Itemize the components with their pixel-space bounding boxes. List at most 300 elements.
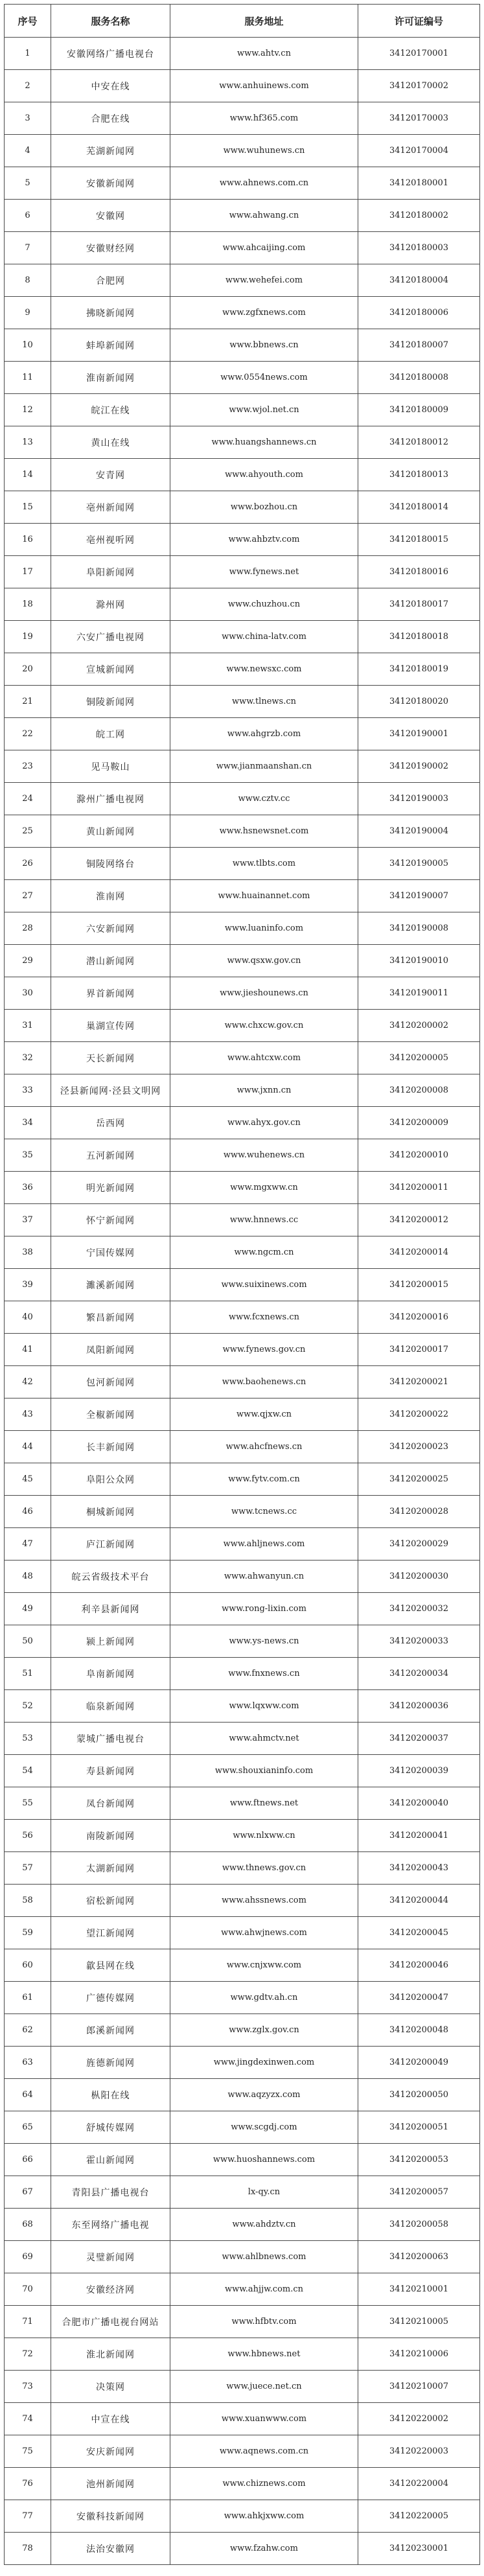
cell-service-name: 亳州视听网	[51, 524, 170, 556]
table-row	[5, 848, 480, 880]
cell-service-address: www.ngcm.cn	[170, 1236, 358, 1269]
table-row	[5, 1625, 480, 1658]
cell-serial-number: 5	[5, 167, 51, 200]
cell-service-address: lx-qy.cn	[170, 2176, 358, 2209]
cell-service-address: www.tcnews.cc	[170, 1496, 358, 1528]
cell-license-number: 34120190007	[358, 880, 480, 912]
cell-service-name: 阜阳新闻网	[51, 556, 170, 588]
cell-service-name: 宿松新闻网	[51, 1885, 170, 1917]
table-row	[5, 362, 480, 394]
cell-license-number: 34120180002	[358, 200, 480, 232]
table-row	[5, 232, 480, 264]
cell-license-number: 34120190005	[358, 848, 480, 880]
cell-serial-number: 7	[5, 232, 51, 264]
cell-service-name: 皖云省级技术平台	[51, 1561, 170, 1593]
cell-service-address: www.ahjjw.com.cn	[170, 2273, 358, 2306]
header-service-address: 服务地址	[170, 5, 358, 38]
cell-service-address: www.chiznews.com	[170, 2468, 358, 2500]
cell-serial-number: 75	[5, 2435, 51, 2468]
cell-serial-number: 51	[5, 1658, 51, 1690]
cell-service-name: 桐城新闻网	[51, 1496, 170, 1528]
table-row	[5, 2111, 480, 2144]
cell-license-number: 34120200039	[358, 1755, 480, 1787]
cell-license-number: 34120200041	[358, 1820, 480, 1852]
cell-license-number: 34120190004	[358, 815, 480, 848]
cell-license-number: 34120190003	[358, 783, 480, 815]
cell-license-number: 34120200009	[358, 1107, 480, 1139]
cell-license-number: 34120200050	[358, 2079, 480, 2111]
cell-service-name: 凤台新闻网	[51, 1787, 170, 1820]
cell-service-name: 望江新闻网	[51, 1917, 170, 1949]
cell-service-name: 淮北新闻网	[51, 2338, 170, 2371]
cell-service-address: www.huoshannews.com	[170, 2144, 358, 2176]
cell-serial-number: 49	[5, 1593, 51, 1625]
table-row	[5, 2371, 480, 2403]
cell-license-number: 34120220004	[358, 2468, 480, 2500]
cell-service-name: 拂晓新闻网	[51, 297, 170, 329]
cell-license-number: 34120180018	[358, 621, 480, 653]
cell-serial-number: 25	[5, 815, 51, 848]
cell-service-name: 青阳县广播电视台	[51, 2176, 170, 2209]
cell-service-name: 潜山新闻网	[51, 945, 170, 977]
table-row	[5, 977, 480, 1010]
table-row	[5, 1334, 480, 1366]
cell-service-address: www.zglx.gov.cn	[170, 2014, 358, 2047]
table-row	[5, 621, 480, 653]
cell-license-number: 34120200021	[358, 1366, 480, 1398]
cell-serial-number: 71	[5, 2306, 51, 2338]
cell-service-name: 决策网	[51, 2371, 170, 2403]
cell-serial-number: 35	[5, 1139, 51, 1172]
cell-serial-number: 14	[5, 459, 51, 491]
cell-serial-number: 37	[5, 1204, 51, 1236]
header-service-name: 服务名称	[51, 5, 170, 38]
cell-serial-number: 9	[5, 297, 51, 329]
cell-serial-number: 76	[5, 2468, 51, 2500]
cell-service-name: 郎溪新闻网	[51, 2014, 170, 2047]
cell-service-address: www.hfbtv.com	[170, 2306, 358, 2338]
cell-serial-number: 20	[5, 653, 51, 686]
cell-service-name: 蚌埠新闻网	[51, 329, 170, 362]
cell-license-number: 34120180017	[358, 588, 480, 621]
cell-service-name: 利辛县新闻网	[51, 1593, 170, 1625]
cell-license-number: 34120210007	[358, 2371, 480, 2403]
cell-serial-number: 22	[5, 718, 51, 750]
cell-license-number: 34120180006	[358, 297, 480, 329]
cell-serial-number: 72	[5, 2338, 51, 2371]
cell-license-number: 34120200045	[358, 1917, 480, 1949]
cell-service-name: 天长新闻网	[51, 1042, 170, 1074]
cell-serial-number: 57	[5, 1852, 51, 1885]
table-row	[5, 556, 480, 588]
cell-service-name: 六安新闻网	[51, 912, 170, 945]
cell-license-number: 34120200030	[358, 1561, 480, 1593]
table-row	[5, 102, 480, 135]
cell-service-name: 临泉新闻网	[51, 1690, 170, 1723]
cell-license-number: 34120200025	[358, 1463, 480, 1496]
cell-serial-number: 8	[5, 264, 51, 297]
cell-serial-number: 66	[5, 2144, 51, 2176]
cell-service-name: 歙县网在线	[51, 1949, 170, 1982]
table-row	[5, 1236, 480, 1269]
table-row	[5, 1496, 480, 1528]
cell-service-address: www.anhuinews.com	[170, 70, 358, 102]
table-row	[5, 1431, 480, 1463]
cell-license-number: 34120180015	[358, 524, 480, 556]
cell-license-number: 34120180016	[358, 556, 480, 588]
table-row	[5, 1982, 480, 2014]
table-row	[5, 718, 480, 750]
cell-service-name: 阜南新闻网	[51, 1658, 170, 1690]
cell-service-name: 宁国传媒网	[51, 1236, 170, 1269]
cell-service-address: www.hnnews.cc	[170, 1204, 358, 1236]
cell-service-address: www.ahlbnews.com	[170, 2241, 358, 2273]
cell-serial-number: 23	[5, 750, 51, 783]
cell-serial-number: 15	[5, 491, 51, 524]
cell-license-number: 34120200044	[358, 1885, 480, 1917]
table-row	[5, 1269, 480, 1301]
cell-serial-number: 53	[5, 1723, 51, 1755]
cell-serial-number: 21	[5, 686, 51, 718]
cell-serial-number: 74	[5, 2403, 51, 2435]
table-row	[5, 1593, 480, 1625]
table-row	[5, 1723, 480, 1755]
table-row	[5, 2273, 480, 2306]
cell-service-address: www.tlnews.cn	[170, 686, 358, 718]
table-row	[5, 1561, 480, 1593]
cell-service-address: www.0554news.com	[170, 362, 358, 394]
cell-license-number: 34120200047	[358, 1982, 480, 2014]
cell-service-address: www.aqnews.com.cn	[170, 2435, 358, 2468]
cell-service-address: www.ftnews.net	[170, 1787, 358, 1820]
cell-serial-number: 58	[5, 1885, 51, 1917]
cell-service-address: www.ahwanyun.cn	[170, 1561, 358, 1593]
cell-service-address: www.nlxww.cn	[170, 1820, 358, 1852]
cell-service-name: 枞阳在线	[51, 2079, 170, 2111]
cell-license-number: 34120170004	[358, 135, 480, 167]
cell-license-number: 34120180014	[358, 491, 480, 524]
cell-serial-number: 60	[5, 1949, 51, 1982]
cell-service-address: www.hf365.com	[170, 102, 358, 135]
cell-service-address: www.bbnews.cn	[170, 329, 358, 362]
cell-service-name: 旌德新闻网	[51, 2047, 170, 2079]
cell-service-address: www.chuzhou.cn	[170, 588, 358, 621]
cell-service-name: 安徽新闻网	[51, 167, 170, 200]
cell-service-address: www.fcxnews.cn	[170, 1301, 358, 1334]
cell-service-name: 中宣在线	[51, 2403, 170, 2435]
cell-serial-number: 38	[5, 1236, 51, 1269]
cell-service-address: www.wehefei.com	[170, 264, 358, 297]
cell-service-name: 界首新闻网	[51, 977, 170, 1010]
table-row	[5, 2209, 480, 2241]
cell-service-name: 芜湖新闻网	[51, 135, 170, 167]
cell-service-name: 明光新闻网	[51, 1172, 170, 1204]
table-row	[5, 1949, 480, 1982]
cell-license-number: 34120180003	[358, 232, 480, 264]
cell-serial-number: 54	[5, 1755, 51, 1787]
table-row	[5, 2241, 480, 2273]
cell-service-name: 皖江在线	[51, 394, 170, 426]
cell-serial-number: 73	[5, 2371, 51, 2403]
cell-service-address: www.ahgrzb.com	[170, 718, 358, 750]
cell-service-name: 黄山在线	[51, 426, 170, 459]
cell-service-address: www.fzahw.com	[170, 2533, 358, 2565]
cell-service-name: 滁州网	[51, 588, 170, 621]
table-row	[5, 426, 480, 459]
cell-license-number: 34120190002	[358, 750, 480, 783]
cell-license-number: 34120220002	[358, 2403, 480, 2435]
cell-service-name: 凤阳新闻网	[51, 1334, 170, 1366]
table-row	[5, 2047, 480, 2079]
cell-service-address: www.suixinews.com	[170, 1269, 358, 1301]
cell-serial-number: 27	[5, 880, 51, 912]
cell-license-number: 34120200036	[358, 1690, 480, 1723]
cell-service-address: www.ahbztv.com	[170, 524, 358, 556]
cell-license-number: 34120200012	[358, 1204, 480, 1236]
cell-service-address: www.chxcw.gov.cn	[170, 1010, 358, 1042]
cell-license-number: 34120200015	[358, 1269, 480, 1301]
cell-serial-number: 12	[5, 394, 51, 426]
cell-license-number: 34120180001	[358, 167, 480, 200]
cell-service-address: www.gdtv.ah.cn	[170, 1982, 358, 2014]
cell-license-number: 34120220005	[358, 2500, 480, 2533]
table-row	[5, 2403, 480, 2435]
cell-serial-number: 40	[5, 1301, 51, 1334]
cell-service-address: www.mgxww.cn	[170, 1172, 358, 1204]
cell-serial-number: 6	[5, 200, 51, 232]
cell-serial-number: 62	[5, 2014, 51, 2047]
cell-serial-number: 26	[5, 848, 51, 880]
cell-service-name: 淮南网	[51, 880, 170, 912]
cell-license-number: 34120200046	[358, 1949, 480, 1982]
cell-license-number: 34120180020	[358, 686, 480, 718]
table-row	[5, 167, 480, 200]
cell-license-number: 34120210005	[358, 2306, 480, 2338]
table-row	[5, 1042, 480, 1074]
table-row	[5, 1463, 480, 1496]
cell-serial-number: 59	[5, 1917, 51, 1949]
table-row	[5, 686, 480, 718]
cell-serial-number: 77	[5, 2500, 51, 2533]
cell-service-name: 合肥市广播电视台网站	[51, 2306, 170, 2338]
cell-service-name: 安青网	[51, 459, 170, 491]
cell-serial-number: 19	[5, 621, 51, 653]
cell-license-number: 34120180008	[358, 362, 480, 394]
cell-serial-number: 44	[5, 1431, 51, 1463]
cell-service-name: 铜陵网络台	[51, 848, 170, 880]
cell-serial-number: 4	[5, 135, 51, 167]
cell-serial-number: 30	[5, 977, 51, 1010]
table-row	[5, 1917, 480, 1949]
table-body	[5, 38, 480, 2565]
table-row	[5, 329, 480, 362]
cell-service-address: www.ahdztv.cn	[170, 2209, 358, 2241]
cell-service-address: www.ahwang.cn	[170, 200, 358, 232]
cell-service-address: www.huangshannews.cn	[170, 426, 358, 459]
table-row	[5, 297, 480, 329]
cell-service-name: 泾县新闻网·泾县文明网	[51, 1074, 170, 1107]
cell-license-number: 34120170003	[358, 102, 480, 135]
cell-service-address: www.ahtv.cn	[170, 38, 358, 70]
cell-service-address: www.ahwjnews.com	[170, 1917, 358, 1949]
table-row	[5, 1658, 480, 1690]
cell-service-name: 巢湖宣传网	[51, 1010, 170, 1042]
cell-service-address: www.aqzyzx.com	[170, 2079, 358, 2111]
cell-serial-number: 10	[5, 329, 51, 362]
cell-service-address: www.shouxianinfo.com	[170, 1755, 358, 1787]
cell-service-name: 东至网络广播电视	[51, 2209, 170, 2241]
table-row	[5, 815, 480, 848]
table-row	[5, 264, 480, 297]
cell-service-address: www.china-latv.com	[170, 621, 358, 653]
table-row	[5, 912, 480, 945]
cell-service-name: 见马鞍山	[51, 750, 170, 783]
cell-service-name: 淮南新闻网	[51, 362, 170, 394]
cell-license-number: 34120200028	[358, 1496, 480, 1528]
cell-service-address: www.ahyouth.com	[170, 459, 358, 491]
cell-license-number: 34120210006	[358, 2338, 480, 2371]
cell-service-name: 亳州新闻网	[51, 491, 170, 524]
cell-serial-number: 1	[5, 38, 51, 70]
cell-serial-number: 47	[5, 1528, 51, 1561]
table-row	[5, 200, 480, 232]
cell-service-name: 蒙城广播电视台	[51, 1723, 170, 1755]
cell-service-name: 全椒新闻网	[51, 1398, 170, 1431]
table-row	[5, 1852, 480, 1885]
cell-service-address: www.wuhunews.cn	[170, 135, 358, 167]
table-row	[5, 1885, 480, 1917]
cell-serial-number: 39	[5, 1269, 51, 1301]
cell-service-name: 滁州广播电视网	[51, 783, 170, 815]
cell-service-address: www.ahmctv.net	[170, 1723, 358, 1755]
table-row	[5, 1010, 480, 1042]
cell-serial-number: 32	[5, 1042, 51, 1074]
table-row	[5, 2144, 480, 2176]
cell-service-address: www.lqxww.com	[170, 1690, 358, 1723]
cell-license-number: 34120200048	[358, 2014, 480, 2047]
cell-service-name: 阜阳公众网	[51, 1463, 170, 1496]
cell-license-number: 34120200063	[358, 2241, 480, 2273]
cell-service-address: www.bozhou.cn	[170, 491, 358, 524]
license-registry-table	[4, 4, 480, 2565]
cell-service-address: www.ahcfnews.cn	[170, 1431, 358, 1463]
cell-serial-number: 24	[5, 783, 51, 815]
cell-service-address: www.wjol.net.cn	[170, 394, 358, 426]
cell-license-number: 34120200023	[358, 1431, 480, 1463]
cell-service-name: 安徽经济网	[51, 2273, 170, 2306]
cell-serial-number: 3	[5, 102, 51, 135]
cell-service-name: 霍山新闻网	[51, 2144, 170, 2176]
table-row	[5, 1820, 480, 1852]
cell-license-number: 34120230001	[358, 2533, 480, 2565]
cell-serial-number: 31	[5, 1010, 51, 1042]
cell-serial-number: 45	[5, 1463, 51, 1496]
cell-serial-number: 43	[5, 1398, 51, 1431]
cell-service-name: 长丰新闻网	[51, 1431, 170, 1463]
cell-service-name: 濉溪新闻网	[51, 1269, 170, 1301]
cell-serial-number: 67	[5, 2176, 51, 2209]
cell-serial-number: 33	[5, 1074, 51, 1107]
cell-service-name: 包河新闻网	[51, 1366, 170, 1398]
table-row	[5, 1172, 480, 1204]
cell-license-number: 34120180013	[358, 459, 480, 491]
table-row	[5, 2500, 480, 2533]
cell-license-number: 34120200057	[358, 2176, 480, 2209]
cell-license-number: 34120180012	[358, 426, 480, 459]
table-row	[5, 2533, 480, 2565]
cell-license-number: 34120200002	[358, 1010, 480, 1042]
table-row	[5, 2338, 480, 2371]
cell-service-name: 铜陵新闻网	[51, 686, 170, 718]
cell-service-address: www.fytv.com.cn	[170, 1463, 358, 1496]
cell-service-address: www.ahcaijing.com	[170, 232, 358, 264]
table-row	[5, 70, 480, 102]
cell-license-number: 34120200053	[358, 2144, 480, 2176]
cell-serial-number: 34	[5, 1107, 51, 1139]
table-row	[5, 1755, 480, 1787]
cell-license-number: 34120200037	[358, 1723, 480, 1755]
cell-serial-number: 42	[5, 1366, 51, 1398]
cell-service-address: www.jieshounews.cn	[170, 977, 358, 1010]
header-serial-number: 序号	[5, 5, 51, 38]
cell-license-number: 34120200049	[358, 2047, 480, 2079]
cell-service-name: 中安在线	[51, 70, 170, 102]
cell-serial-number: 11	[5, 362, 51, 394]
cell-license-number: 34120200032	[358, 1593, 480, 1625]
cell-serial-number: 2	[5, 70, 51, 102]
table-row	[5, 2176, 480, 2209]
cell-service-address: www.wuhenews.cn	[170, 1139, 358, 1172]
cell-service-name: 繁昌新闻网	[51, 1301, 170, 1334]
cell-service-address: www.luaninfo.com	[170, 912, 358, 945]
cell-service-name: 灵璧新闻网	[51, 2241, 170, 2273]
table-row	[5, 1301, 480, 1334]
table-row	[5, 459, 480, 491]
cell-license-number: 34120200011	[358, 1172, 480, 1204]
cell-service-name: 庐江新闻网	[51, 1528, 170, 1561]
cell-license-number: 34120200008	[358, 1074, 480, 1107]
cell-service-address: www.ahkjxww.com	[170, 2500, 358, 2533]
cell-service-name: 安徽科技新闻网	[51, 2500, 170, 2533]
table-row	[5, 750, 480, 783]
table-row	[5, 491, 480, 524]
cell-serial-number: 63	[5, 2047, 51, 2079]
table-row	[5, 1107, 480, 1139]
cell-serial-number: 61	[5, 1982, 51, 2014]
cell-service-name: 法治安徽网	[51, 2533, 170, 2565]
cell-service-address: www.tlbts.com	[170, 848, 358, 880]
cell-service-address: www.qjxw.cn	[170, 1398, 358, 1431]
table-row	[5, 653, 480, 686]
cell-service-name: 池州新闻网	[51, 2468, 170, 2500]
cell-license-number: 34120220003	[358, 2435, 480, 2468]
cell-service-address: www.fnxnews.cn	[170, 1658, 358, 1690]
cell-license-number: 34120180009	[358, 394, 480, 426]
cell-service-address: www.fynews.net	[170, 556, 358, 588]
cell-serial-number: 17	[5, 556, 51, 588]
cell-license-number: 34120200058	[358, 2209, 480, 2241]
table-row	[5, 2079, 480, 2111]
cell-serial-number: 16	[5, 524, 51, 556]
cell-license-number: 34120200014	[358, 1236, 480, 1269]
table-row	[5, 1366, 480, 1398]
table-row	[5, 2306, 480, 2338]
cell-license-number: 34120190001	[358, 718, 480, 750]
cell-service-name: 合肥在线	[51, 102, 170, 135]
cell-service-name: 南陵新闻网	[51, 1820, 170, 1852]
cell-license-number: 34120210001	[358, 2273, 480, 2306]
cell-license-number: 34120200017	[358, 1334, 480, 1366]
